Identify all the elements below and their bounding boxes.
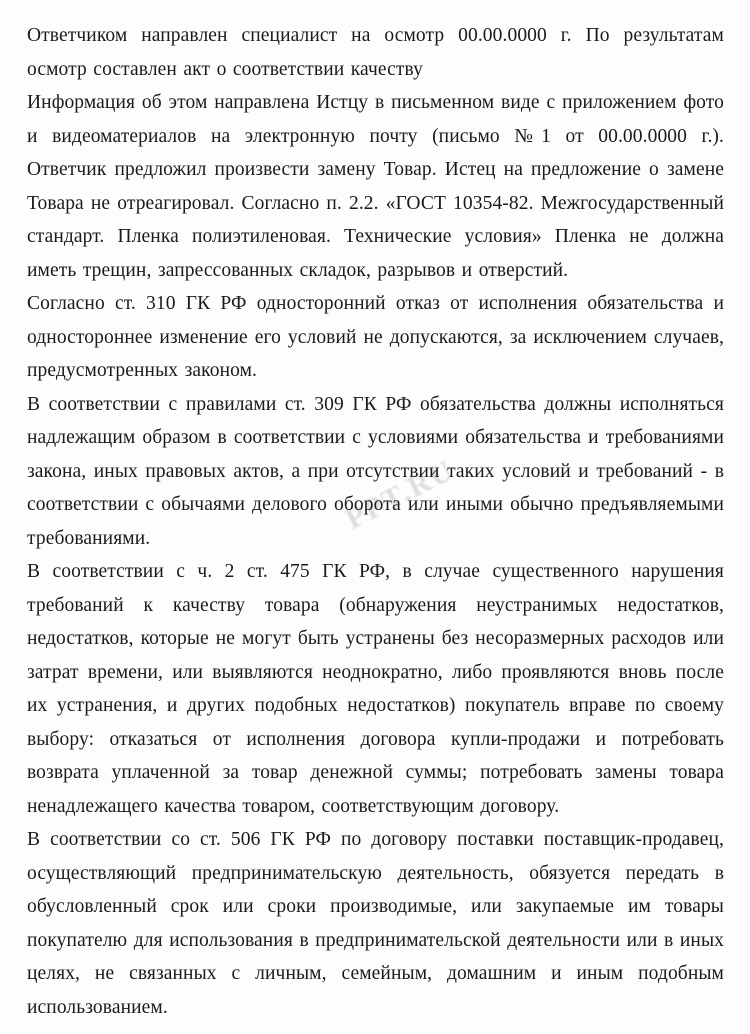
paragraph-article-309: В соответствии с правилами ст. 309 ГК РФ обязательства должны исполняться надлежащим образом в соответствии с условиями обязательства и требованиями закона, иных правовых актов, а при отсутствии таких условий и требований - в соответствии с обычаями делового оборота или иными обычно предъявляемыми требованиями. <box>27 393 724 549</box>
paragraph-article-506: В соответствии со ст. 506 ГК РФ по договору поставки поставщик-продавец, осуществляющий предпринимательскую деятельность, обязуется передать в обусловленный срок или сроки производимые, или закупаемые им товары покупателю для использования в предпринимательской деятельности или в иных целях, не связанных с личным, семейным, домашним и иным подобным использованием. <box>27 829 724 1018</box>
paragraph-notification-gost: Информация об этом направлена Истцу в письменном виде с приложением фото и видеоматериалов на электронную почту (письмо №1 от 00.00.0000 г.). Ответчик предложил произвести замену Товар. Истец на предложение о замене Товара не отреагировал. Согласно п. 2.2. «ГОСТ 10354-82. Межгосударственный стандарт. Пленка полиэтиленовая. Технические условия» Пленка не должна иметь трещин, запрессованных складок, разрывов и отверстий. <box>27 92 724 281</box>
paragraph-article-310: Согласно ст. 310 ГК РФ односторонний отказ от исполнения обязательства и одностороннее изменение его условий не допускаются, за исключением случаев, предусмотренных законом. <box>27 293 724 381</box>
ppt-ru-watermark: PPT.RU <box>340 453 460 536</box>
document-body-text <box>27 19 724 1024</box>
paragraph-inspection-report: Ответчиком направлен специалист на осмотр 00.00.0000 г. По результатам осмотр составлен акт о соответствии качеству <box>27 25 724 80</box>
paragraph-article-475: В соответствии с ч. 2 ст. 475 ГК РФ, в случае существенного нарушения требований к качеству товара (обнаружения неустранимых недостатков, недостатков, которые не могут быть устранены без несоразмерных расходов или затрат времени, или выявляются неоднократно, либо проявляются вновь после их устранения, и других подобных недостатков) покупатель вправе по своему выбору: отказаться от исполнения договора купли-продажи и потребовать возврата уплаченной за товар денежной суммы; потребовать замены товара ненадлежащего качества товаром, соответствующим договору. <box>27 561 724 817</box>
